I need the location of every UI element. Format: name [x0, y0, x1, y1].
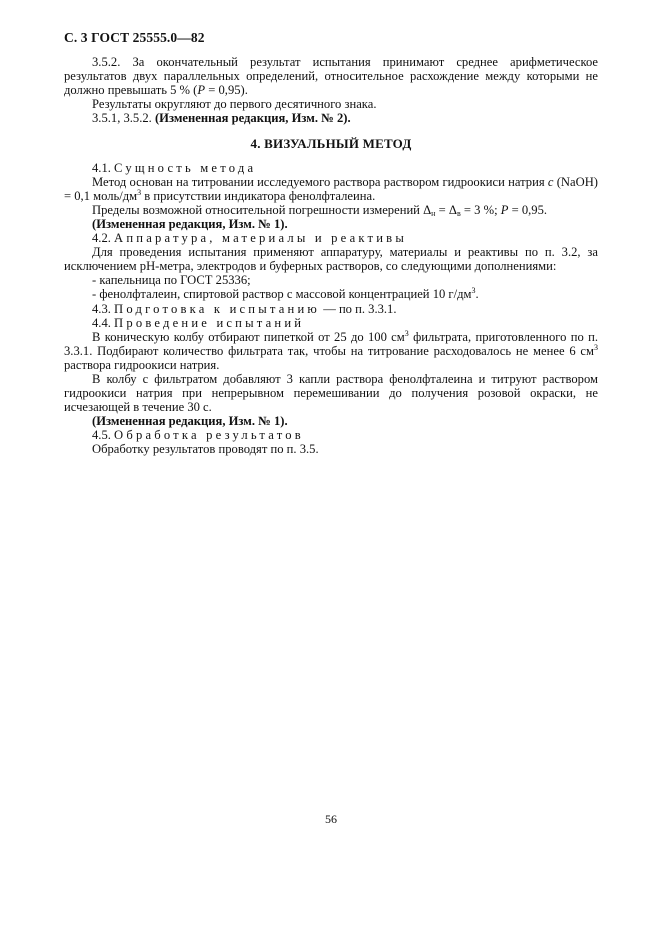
- subsection-number: 4.2.: [92, 231, 115, 246]
- subsection-number: 4.1.: [92, 160, 115, 175]
- variable-c: c: [547, 174, 554, 189]
- paragraph-rounding: Результаты округляют до первого десятичного знака.: [92, 97, 377, 112]
- amendment-note-3-5: [64, 111, 598, 125]
- subsection-title: Аппаратура, материалы и реактивы: [114, 231, 407, 246]
- paragraph-4-4-sampling: [64, 330, 598, 372]
- section-heading-4: 4. ВИЗУАЛЬНЫЙ МЕТОД: [250, 136, 412, 152]
- document-body: [64, 55, 598, 457]
- subsection-heading-4-5: [64, 428, 598, 442]
- superscript: 3: [404, 328, 409, 338]
- amendment-note-4-4: (Измененная редакция, Изм. № 1).: [92, 414, 288, 429]
- paragraph-text: .: [475, 287, 479, 302]
- paragraph-4-1-limits: [64, 203, 598, 217]
- subscript: н: [431, 208, 436, 218]
- paragraph-text: = Δ: [435, 202, 457, 217]
- paragraph-text: (NaOH) = 0,1 моль/дм: [64, 174, 598, 203]
- running-head: С. 3 ГОСТ 25555.0—82: [64, 30, 205, 45]
- clause-reference: 3.5.1, 3.5.2.: [92, 111, 155, 126]
- subsection-heading-4-3: [64, 302, 598, 316]
- paragraph-4-1-method: [64, 175, 598, 203]
- paragraph-text: Пределы возможной относительной погрешности измерений Δ: [92, 202, 432, 217]
- paragraph-text: = 0,95).: [205, 83, 248, 98]
- subsection-heading-4-4: [64, 316, 598, 330]
- paragraph-text: 3.5.2. За окончательный результат испытания принимают среднее арифметическое результатов двух параллельных определений, относительное расхождение между которыми не должно превышать 5 % (: [64, 55, 598, 98]
- paragraph-text: фильтрата, приготовленного по п. 3.3.1. Подбирают количество фильтрата так, чтобы на титрование расходовалось не менее 6 см: [64, 329, 598, 358]
- paragraph-text: раствора гидроокиси натрия.: [64, 357, 220, 372]
- paragraph-3-5-2: [64, 55, 598, 97]
- list-item: [64, 287, 598, 301]
- superscript: 3: [594, 342, 598, 352]
- variable-p: P: [500, 202, 509, 217]
- paragraph-4-2: Для проведения испытания применяют аппаратуру, материалы и реактивы по п. 3.2, за исключением pH-метра, электродов и буферных растворов, со следующими дополнениями:: [64, 245, 598, 274]
- paragraph-text: в присутствии индикатора фенолфталеина.: [141, 188, 376, 203]
- paragraph-text: = 3 %;: [460, 202, 501, 217]
- list-item: - капельница по ГОСТ 25336;: [92, 273, 251, 288]
- paragraph-text: = 0,95.: [508, 202, 548, 217]
- paragraph-4-5: Обработку результатов проводят по п. 3.5.: [92, 442, 319, 457]
- subsection-heading-4-1: [64, 161, 598, 175]
- paragraph-text: В коническую колбу отбирают пипеткой от 25 до 100 см: [92, 329, 405, 344]
- page-number: 56: [325, 812, 337, 826]
- subscript: в: [456, 208, 461, 218]
- subsection-title: Обработка результатов: [114, 428, 304, 443]
- subsection-number: 4.4.: [92, 315, 115, 330]
- amendment-text: (Измененная редакция, Изм. № 2).: [154, 111, 351, 126]
- paragraph-text: Метод основан на титровании исследуемого раствора раствором гидроокиси натрия: [92, 174, 548, 189]
- clause-reference: — по п. 3.3.1.: [320, 301, 397, 316]
- subsection-title: Сущность метода: [114, 160, 257, 175]
- subsection-title: Подготовка к испытанию: [114, 301, 321, 316]
- amendment-note-4-1: (Измененная редакция, Изм. № 1).: [92, 216, 288, 231]
- paragraph-text: - фенолфталеин, спиртовой раствор с массовой концентрацией 10 г/дм: [92, 287, 472, 302]
- superscript: 3: [137, 187, 142, 197]
- subsection-number: 4.3.: [92, 301, 115, 316]
- variable-p: P: [197, 83, 206, 98]
- superscript: 3: [471, 286, 476, 296]
- subsection-number: 4.5.: [92, 428, 115, 443]
- subsection-title: Проведение испытаний: [114, 315, 305, 330]
- subsection-heading-4-2: [64, 231, 598, 245]
- paragraph-4-4-titration: В колбу с фильтратом добавляют 3 капли раствора фенолфталеина и титруют раствором гидроокиси натрия при непрерывном перемешивании до получения розовой окраски, не исчезающей в течение 30 с.: [64, 371, 598, 415]
